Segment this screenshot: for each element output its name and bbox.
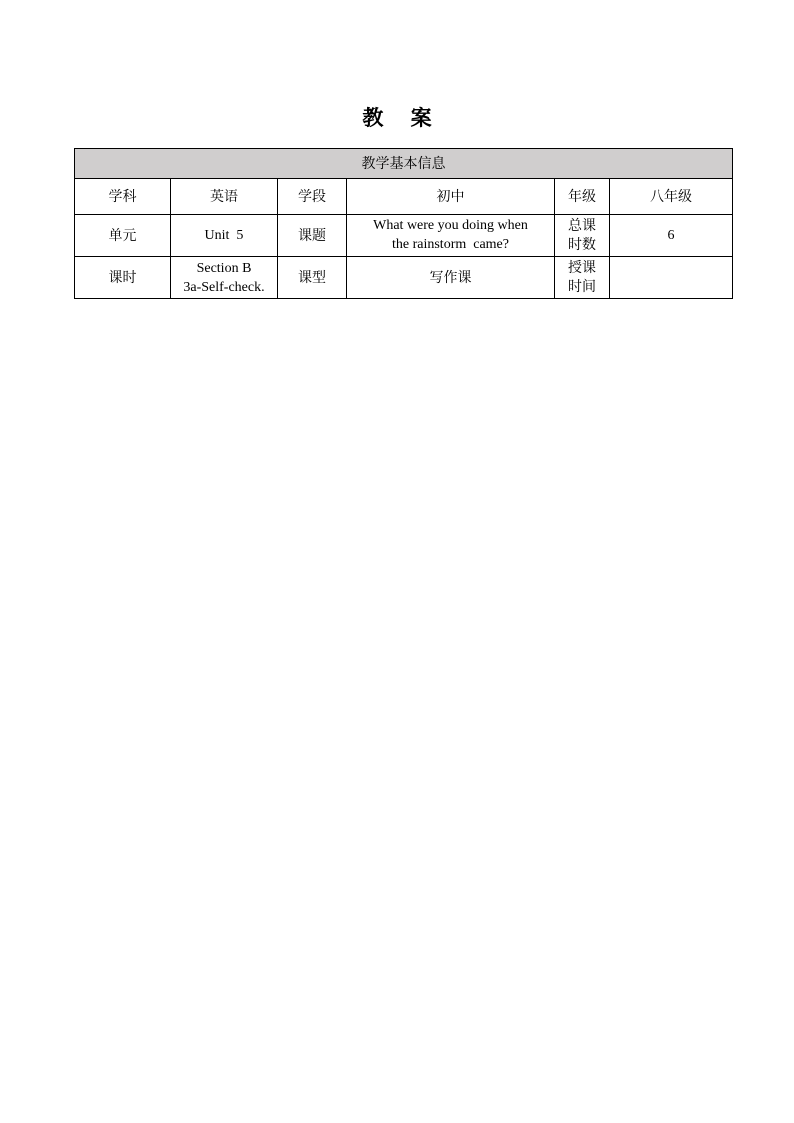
total-periods-label-line-2: 时数 bbox=[568, 236, 596, 253]
total-periods-value: 6 bbox=[610, 215, 733, 257]
teaching-time-label-line-2: 时间 bbox=[568, 278, 596, 295]
lesson-type-value: 写作课 bbox=[347, 257, 555, 299]
lesson-type-label: 课型 bbox=[278, 257, 347, 299]
table-row bbox=[75, 257, 733, 299]
topic-line-1: What were you doing when bbox=[373, 218, 528, 233]
table-header: 教学基本信息 bbox=[75, 149, 733, 179]
stage-label: 学段 bbox=[278, 179, 347, 215]
topic-line-2: the rainstorm came? bbox=[391, 237, 509, 252]
topic-value bbox=[347, 215, 555, 257]
basic-info-table bbox=[74, 148, 733, 299]
table-header-row bbox=[75, 149, 733, 179]
period-line-1: Section B bbox=[196, 260, 252, 276]
grade-value: 八年级 bbox=[610, 179, 733, 215]
table-row bbox=[75, 215, 733, 257]
subject-label: 学科 bbox=[75, 179, 171, 215]
total-periods-label bbox=[555, 215, 610, 257]
teaching-time-label bbox=[555, 257, 610, 299]
document-title: 教 案 bbox=[362, 106, 442, 130]
stage-value: 初中 bbox=[347, 179, 555, 215]
table-row bbox=[75, 179, 733, 215]
total-periods-label-line-1: 总课 bbox=[568, 217, 596, 234]
period-value bbox=[171, 257, 278, 299]
subject-value: 英语 bbox=[171, 179, 278, 215]
teaching-time-label-line-1: 授课 bbox=[568, 259, 596, 276]
period-line-2: 3a-Self-check. bbox=[183, 279, 265, 295]
topic-label: 课题 bbox=[278, 215, 347, 257]
grade-label: 年级 bbox=[555, 179, 610, 215]
period-label: 课时 bbox=[75, 257, 171, 299]
unit-value: Unit 5 bbox=[171, 215, 278, 257]
teaching-time-value[interactable] bbox=[610, 257, 733, 299]
unit-label: 单元 bbox=[75, 215, 171, 257]
